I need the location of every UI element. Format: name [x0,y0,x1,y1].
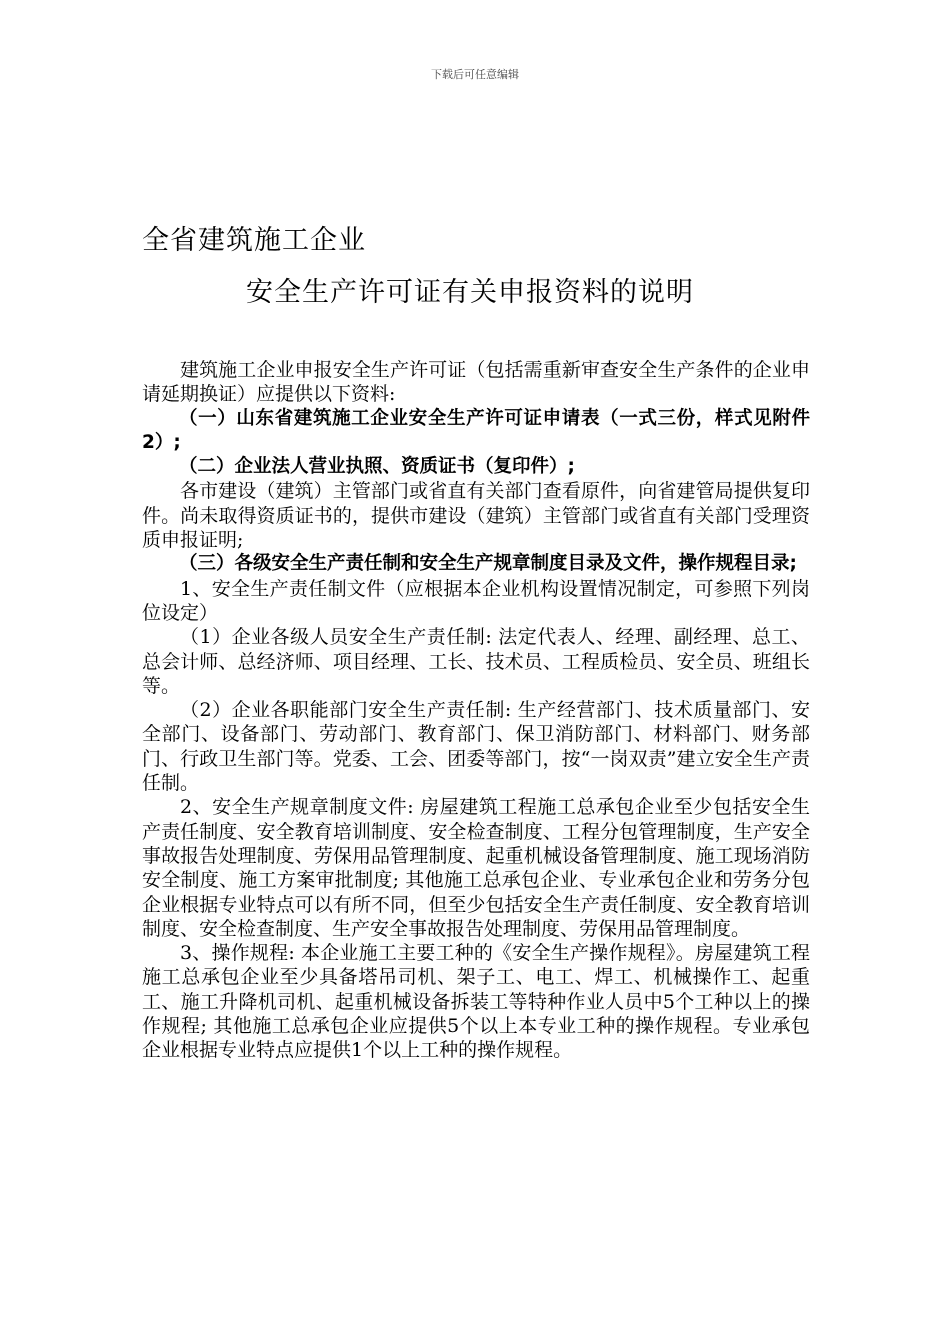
section-heading-3: （三）各级安全生产责任制和安全生产规章制度目录及文件，操作规程目录; [179,553,797,575]
paragraph-item-2: 2、安全生产规章制度文件: 房屋建筑工程施工总承包企业至少包括安全生产责任制度、安全教育培训制度、安全检查制度、工程分包管理制度，生产安全事故报告处理制度、劳保用品管理制度、起重机械设备管理制度、施工现场消防安全制度、施工方案审批制度; 其他施工总承包企业、专业承包企业和劳务分包企业根据专业特点可以有所不同，但至少包括安全生产责任制度、安全教育培训制度、安全检查制度、生产安全事故报告处理制度、劳保用品管理制度。 [142,796,810,940]
paragraph-intro: 建筑施工企业申报安全生产许可证（包括需重新审查安全生产条件的企业申请延期换证）应提供以下资料: [142,359,810,406]
section-heading-1: （一）山东省建筑施工企业安全生产许可证申请表（一式三份，样式见附件2）; [142,407,810,453]
paragraph-item-1: 1、安全生产责任制文件（应根据本企业机构设置情况制定，可参照下列岗位设定） [142,577,810,624]
paragraph-item-3: 3、操作规程: 本企业施工主要工种的《安全生产操作规程》。房屋建筑工程施工总承包企业至少具备塔吊司机、架子工、电工、焊工、机械操作工、起重工、施工升降机司机、起重机械设备拆装工等特种作业人员中5个工种以上的操作规程; 其他施工总承包企业应提供5个以上本专业工种的操作规程。专业承包企业根据专业特点应提供1个以上工种的操作规程。 [142,942,810,1062]
page-header-note: 下载后可任意编辑 [431,68,519,81]
document-title-line1: 全省建筑施工企业 [142,225,366,256]
paragraph-license-copy: 各市建设（建筑）主管部门或省直有关部门查看原件，向省建管局提供复印件。尚未取得资质证书的，提供市建设（建筑）主管部门或省直有关部门受理资质申报证明; [142,480,810,552]
section-heading-2: （二）企业法人营业执照、资质证书（复印件）; [179,456,575,478]
document-title-line2: 安全生产许可证有关申报资料的说明 [246,277,694,308]
paragraph-item-1-1: （1）企业各级人员安全生产责任制: 法定代表人、经理、副经理、总工、总会计师、总经济师、项目经理、工长、技术员、工程质检员、安全员、班组长等。 [142,626,810,697]
paragraph-item-1-2: （2）企业各职能部门安全生产责任制: 生产经营部门、技术质量部门、安全部门、设备部门、劳动部门、教育部门、保卫消防部门、材料部门、财务部门、行政卫生部门等。党委、工会、团委等部门，按“一岗双责”建立安全生产责任制。 [142,699,810,795]
document-body [142,358,810,1063]
